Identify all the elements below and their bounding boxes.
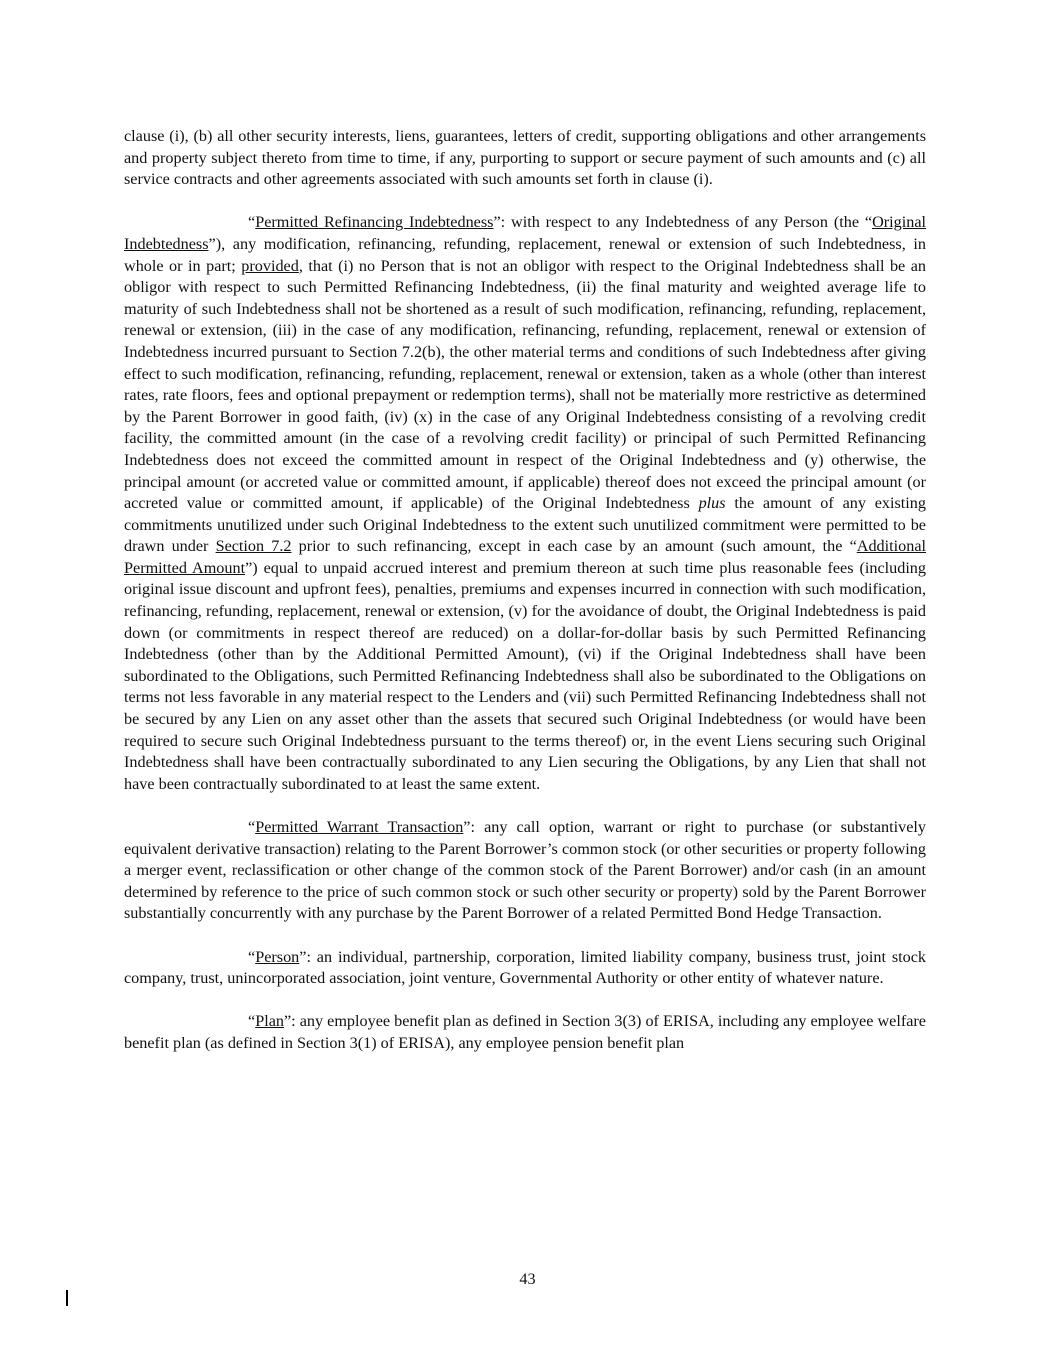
defined-term: Permitted Refinancing Indebtedness (255, 213, 494, 232)
defined-term: Plan (255, 1012, 284, 1031)
proviso-term: provided (241, 256, 299, 275)
defined-term: Additional Permitted Amount (124, 537, 927, 577)
open-quote: “ (248, 818, 256, 836)
definition-text: ”: an individual, partnership, corporation, limited liability company, business trust, joint stock company, trust, unincorporated association, joint venture, Governmental Authority or other entity of whatever nature. (124, 947, 926, 988)
page-number: 43 (519, 1270, 536, 1288)
definition-person (124, 947, 926, 990)
definition-plan (124, 1011, 926, 1054)
definition-text: , that (i) no Person that is not an obligor with respect to the Original Indebtedness shall be an obligor with respect to such Permitted Refinancing Indebtedness, (ii) the final maturity and weighted average life to maturity of such Indebtedness shall not be shortened as a result of such modification, refinancing, refunding, replacement, renewal or extension, (iii) in the case of any modification, refinancing, refunding, replacement, renewal or extension of Indebtedness incurred pursuant to Section 7.2(b), the other material terms and conditions of such Indebtedness after giving effect to such modification, refinancing, refunding, replacement, renewal or extension, taken as a whole (other than interest rates, rate floors, fees and optional prepayment or redemption terms), shall not be materially more restrictive as determined by the Parent Borrower in good faith, (iv) (x) in the case of any Original Indebtedness consisting of a revolving credit facility, the committed amount (in the case of a revolving credit facility) or principal of such Permitted Refinancing Indebtedness does not exceed the committed amount in respect of the Original Indebtedness and (y) otherwise, the principal amount (or accreted value or committed amount, if applicable) thereof does not exceed the principal amount (or accreted value or committed amount, if applicable) of the Original Indebtedness (124, 256, 926, 513)
document-body (124, 126, 926, 1076)
open-quote: “ (248, 213, 256, 232)
definition-text: ”: any call option, warrant or right to purchase (or substantively equivalent derivative transaction) relating to the Parent Borrower’s common stock (or other securities or property following a merger event, reclassification or other change of the common stock of the Parent Borrower) and/or cash (in an amount determined by reference to the price of such common stock or such other security or property) sold by the Parent Borrower substantially concurrently with any purchase by the Parent Borrower of a related Permitted Bond Hedge Transaction. (124, 818, 926, 923)
definition-text: the amount of any existing commitments unutilized under such Original Indebtedness to the extent such unutilized commitment were permitted to be drawn under (124, 494, 926, 556)
section-reference: Section 7.2 (215, 537, 292, 556)
definition-text: ”), any modification, refinancing, refunding, replacement, renewal or extension of such Indebtedness, in whole or in part; (124, 234, 926, 275)
definition-text: ”: with respect to any Indebtedness of any Person (the “ (493, 213, 873, 232)
defined-term: Person (255, 947, 300, 966)
defined-term: Original Indebtedness (124, 213, 927, 253)
defined-term: Permitted Warrant Transaction (255, 818, 464, 836)
definition-text: ”) equal to unpaid accrued interest and premium thereon at such time plus reasonable fees (including original issue discount and upfront fees), penalties, premiums and expenses incurred in connection with such modification, refinancing, refunding, replacement, renewal or extension, (v) for the avoidance of doubt, the Original Indebtedness is paid down (or commitments in respect thereof are reduced) on a dollar-for-dollar basis by such Permitted Refinancing Indebtedness (other than by the Additional Permitted Amount), (vi) if the Original Indebtedness shall have been subordinated to the Obligations, such Permitted Refinancing Indebtedness shall also be subordinated to the Obligations on terms not less favorable in any material respect to the Lenders and (vii) such Permitted Refinancing Indebtedness shall not be secured by any Lien on any asset other than the assets that secured such Original Indebtedness (or would have been required to secure such Original Indebtedness pursuant to the terms thereof) or, in the event Liens securing such Original Indebtedness shall have been contractually subordinated to any Lien securing the Obligations, by any Lien that shall not have been contractually subordinated to at least the same extent. (124, 558, 926, 793)
open-quote: “ (248, 1012, 256, 1031)
paragraph-text: clause (i), (b) all other security interests, liens, guarantees, letters of credit, supporting obligations and other arrangements and property subject thereto from time to time, if any, purporting to support or secure payment of such amounts and (c) all service contracts and other agreements associated with such amounts set forth in clause (i). (124, 127, 926, 189)
open-quote: “ (248, 947, 256, 966)
paragraph-continuation (124, 126, 926, 191)
definition-permitted-warrant-transaction (124, 817, 926, 925)
definition-text: ”: any employee benefit plan as defined in Section 3(3) of ERISA, including any employee welfare benefit plan (as defined in Section 3(1) of ERISA), any employee pension benefit plan (124, 1012, 926, 1052)
revision-change-bar (66, 1290, 68, 1306)
italic-plus: plus (698, 494, 726, 513)
definition-permitted-refinancing-indebtedness (124, 212, 926, 795)
definition-text: prior to such refinancing, except in each case by an amount (such amount, the “ (291, 537, 857, 556)
